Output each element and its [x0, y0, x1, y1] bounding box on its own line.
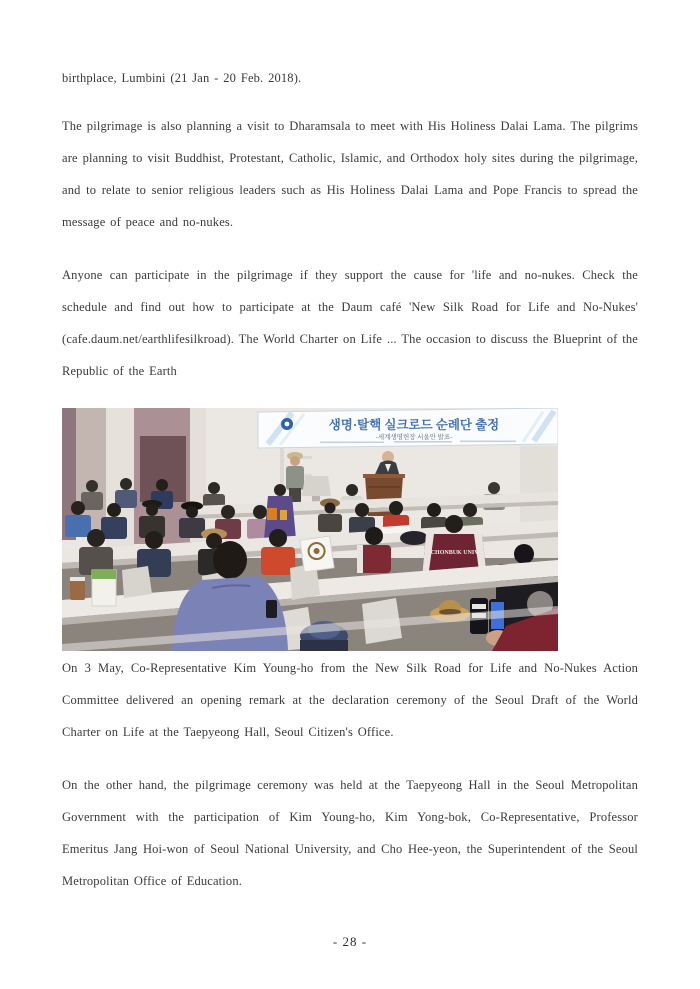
event-photo: [62, 408, 558, 651]
page-number: - 28 -: [332, 934, 368, 949]
placard: [300, 536, 334, 572]
paragraph: The pilgrimage is also planning a visit to Dharamsala to meet with His Holiness Dalai Lama. The pilgrims are planning to visit Buddhist, Protestant, Catholic, Islamic, and Orthodox holy sites during the pilgrimage, and to relate to senior religious leaders such as His Holiness Dalai Lama and Pope Francis to spread the message of peace and no-nukes.: [62, 119, 638, 229]
banner-title: 생명·탈핵 실크로드 순례단 출정: [328, 418, 500, 432]
lecture-hall-illustration: [62, 408, 558, 651]
banner-subtitle: -세계생명헌장 서울안 발표-: [375, 434, 453, 441]
event-banner: [258, 408, 558, 448]
paragraph: On 3 May, Co-Representative Kim Young-ho from the New Silk Road for Life and No-Nukes Action Committee delivered an opening remark at the declaration ceremony of the Seoul Draft of the World Charter on Life at the Taepyeong Hall, Seoul Citizen's Office.: [62, 661, 638, 739]
paragraph: birthplace, Lumbini (21 Jan - 20 Feb. 2018).: [62, 71, 302, 85]
paragraph: On the other hand, the pilgrimage ceremony was held at the Taepyeong Hall in the Seoul Metropolitan Government with the participation of Kim Young-ho, Kim Yong-bok, Co-Representative, Professor Emeritus Jang Hoi-won of Seoul National University, and Cho Hee-yeon, the Superintendent of the Seoul Metropolitan Office of Education.: [62, 778, 638, 888]
article-body: [62, 62, 638, 918]
jacket-text: CHONBUK UNIV.: [430, 550, 480, 556]
paragraph: Anyone can participate in the pilgrimage if they support the cause for 'life and no-nukes. Check the schedule and find out how to participate at the Daum café 'New Silk Road for Life and No-Nukes' (cafe.daum.net/earthlifesilkroad). The World Charter on Life ... The occasion to discuss the Blueprint of the Republic of the Earth: [62, 268, 638, 378]
